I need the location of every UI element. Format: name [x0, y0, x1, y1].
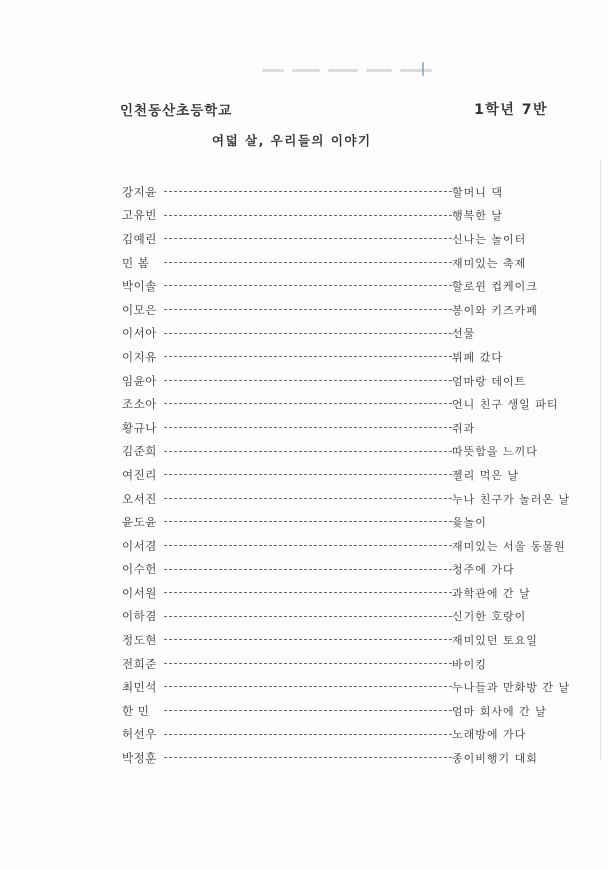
list-item — [122, 345, 582, 369]
story-title: 쥐과 — [452, 421, 476, 435]
leader-line — [164, 639, 452, 640]
list-item — [122, 487, 582, 511]
leader-line — [164, 356, 452, 357]
student-name: 박이솔 — [122, 279, 157, 294]
student-name: 허선우 — [122, 727, 157, 742]
list-item — [122, 322, 582, 346]
leader-line — [164, 238, 452, 239]
story-title: 윷놀이 — [452, 516, 487, 530]
leader-line — [164, 427, 452, 428]
story-title: 언니 친구 생일 파티 — [452, 398, 559, 412]
class-name: 1학년 7반 — [474, 102, 548, 118]
student-name: 이하겸 — [122, 609, 157, 624]
story-title: 바이킹 — [452, 657, 487, 671]
student-name: 전희준 — [122, 656, 157, 671]
list-item — [122, 746, 582, 770]
student-name: 강지윤 — [122, 184, 157, 199]
student-name: 이지유 — [122, 349, 157, 364]
contents-list — [122, 180, 582, 770]
list-item — [122, 675, 582, 699]
story-title: 봉이와 키즈카페 — [452, 303, 538, 317]
student-name: 이서원 — [122, 585, 157, 600]
document-header — [120, 99, 550, 121]
story-title: 청주에 가다 — [452, 563, 515, 577]
scan-edge-line — [600, 160, 601, 760]
list-item — [122, 534, 582, 558]
leader-line — [164, 569, 452, 570]
story-title: 젤리 먹은 날 — [452, 468, 520, 482]
leader-line — [164, 333, 452, 334]
student-name: 박정훈 — [122, 751, 157, 766]
student-name: 한 민 — [122, 703, 150, 718]
story-title: 엄마 회사에 간 날 — [452, 704, 547, 718]
list-item — [122, 227, 582, 251]
story-title: 종이비행기 대회 — [452, 752, 538, 766]
list-item — [122, 510, 582, 534]
student-name: 고유빈 — [122, 208, 157, 223]
leader-line — [164, 616, 452, 617]
leader-line — [164, 191, 452, 192]
list-item — [122, 581, 582, 605]
list-item — [122, 274, 582, 298]
story-title: 재미있던 토요일 — [452, 634, 538, 648]
student-name: 최민석 — [122, 680, 157, 695]
student-name: 정도현 — [122, 633, 157, 648]
story-title: 할로윈 컵케이크 — [452, 280, 538, 294]
list-item — [122, 652, 582, 676]
story-title: 재미있는 서울 동물원 — [452, 539, 566, 553]
list-item — [122, 204, 582, 228]
student-name: 김예린 — [122, 231, 157, 246]
story-title: 엄마랑 데이트 — [452, 374, 527, 388]
story-title: 누나들과 만화방 간 날 — [452, 681, 571, 695]
story-title: 신기한 호랑이 — [452, 610, 527, 624]
list-item — [122, 251, 582, 275]
school-name: 인천동산초등학교 — [120, 103, 233, 119]
leader-line — [164, 545, 452, 546]
student-name: 윤도윤 — [122, 515, 157, 530]
leader-line — [164, 521, 452, 522]
leader-line — [164, 215, 452, 216]
story-title: 과학관에 간 날 — [452, 586, 531, 600]
list-item — [122, 628, 582, 652]
story-title: 따뜻함을 느끼다 — [452, 445, 538, 459]
leader-line — [164, 710, 452, 711]
leader-line — [164, 686, 452, 687]
list-item — [122, 699, 582, 723]
student-name: 여진리 — [122, 467, 157, 482]
student-name: 이모은 — [122, 302, 157, 317]
story-title: 신나는 놀이터 — [452, 232, 527, 246]
student-name: 민 봄 — [122, 255, 150, 270]
student-name: 오서진 — [122, 491, 157, 506]
story-title: 노래방에 가다 — [452, 728, 527, 742]
scan-artifact — [262, 66, 452, 76]
student-name: 김준희 — [122, 444, 157, 459]
story-title: 선물 — [452, 327, 476, 341]
story-title: 누나 친구가 놀러온 날 — [452, 492, 571, 506]
leader-line — [164, 757, 452, 758]
document-title: 여덟 살, 우리들의 이야기 — [212, 133, 372, 148]
leader-line — [164, 474, 452, 475]
list-item — [122, 723, 582, 747]
list-item — [122, 416, 582, 440]
leader-line — [164, 498, 452, 499]
list-item — [122, 558, 582, 582]
leader-line — [164, 592, 452, 593]
story-title: 할머니 댁 — [452, 185, 504, 199]
leader-line — [164, 380, 452, 381]
leader-line — [164, 285, 452, 286]
leader-line — [164, 734, 452, 735]
list-item — [122, 605, 582, 629]
leader-line — [164, 309, 452, 310]
student-name: 이서아 — [122, 326, 157, 341]
leader-line — [164, 403, 452, 404]
student-name: 이서겸 — [122, 538, 157, 553]
leader-line — [164, 451, 452, 452]
list-item — [122, 392, 582, 416]
story-title: 재미있는 축제 — [452, 256, 527, 270]
list-item — [122, 440, 582, 464]
story-title: 뷔페 갔다 — [452, 350, 504, 364]
leader-line — [164, 262, 452, 263]
student-name: 조소아 — [122, 397, 157, 412]
leader-line — [164, 663, 452, 664]
list-item — [122, 463, 582, 487]
student-name: 임윤아 — [122, 373, 157, 388]
list-item — [122, 369, 582, 393]
list-item — [122, 298, 582, 322]
story-title: 행복한 날 — [452, 209, 504, 223]
list-item — [122, 180, 582, 204]
student-name: 이수헌 — [122, 562, 157, 577]
student-name: 황규나 — [122, 420, 157, 435]
